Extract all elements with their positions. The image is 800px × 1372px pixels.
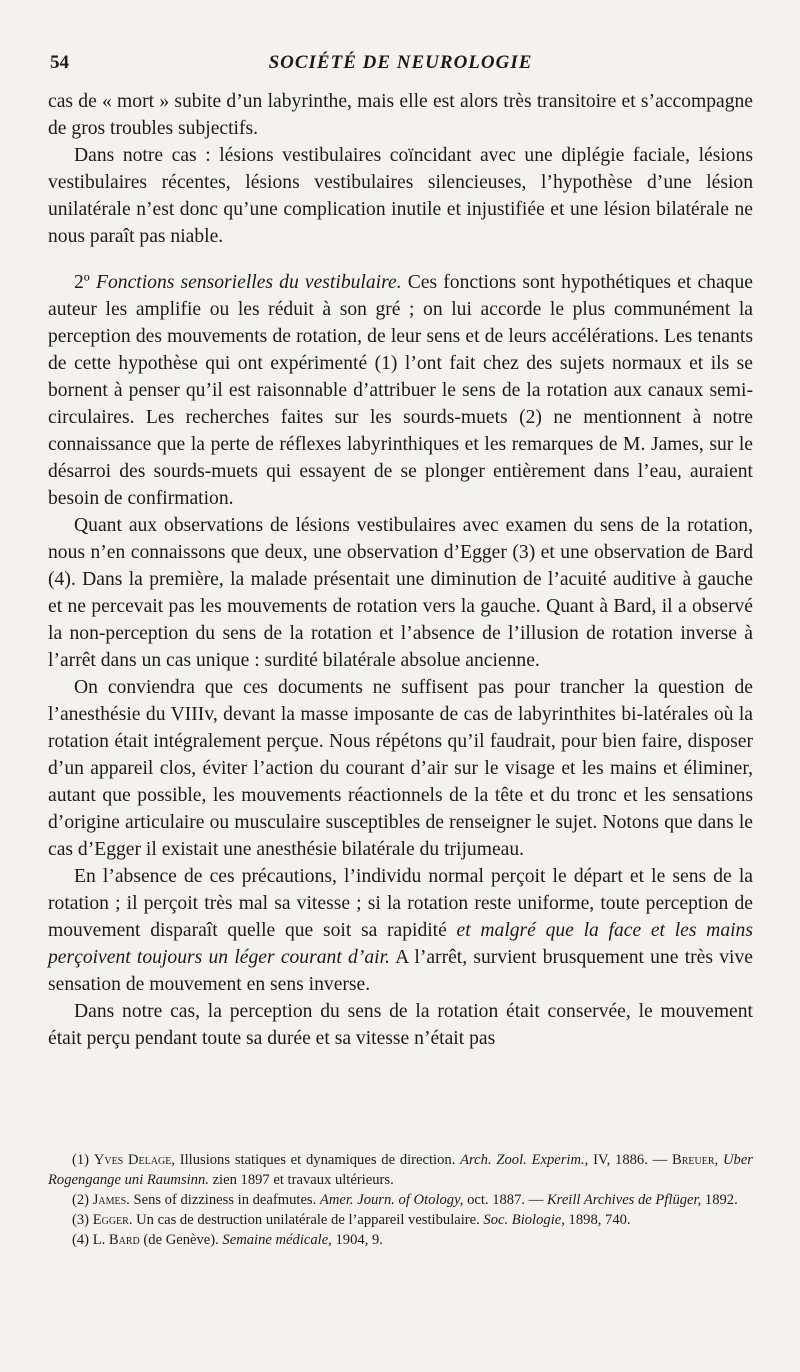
footnote-1-author: Yves Delage, <box>93 1152 175 1168</box>
footnotes <box>48 1150 753 1250</box>
running-title: SOCIÉTÉ DE NEUROLOGIE <box>268 52 533 73</box>
footnote-1-rest-2: zien 1897 et travaux ultérieurs. <box>212 1172 394 1188</box>
paragraph-2: Dans notre cas : lésions vestibulaires coïncidant avec une diplégie faciale, lésions vestibulaires récentes, lésions vestibulaires silencieuses, l’hypothèse d’une lésion unilatérale n’est donc qu’une complication inutile et injustifiée et une lésion bilatérale ne nous paraît pas niable. <box>48 145 753 247</box>
footnote-2-author: James. <box>92 1192 130 1208</box>
footnote-1-rest: IV, 1886. — <box>593 1152 668 1168</box>
footnote-4 <box>48 1230 753 1250</box>
footnote-2-journal-2: Kreill Archives de Pflüger, <box>546 1192 702 1208</box>
footnote-3-journal: Soc. Biologie, <box>483 1212 565 1228</box>
footnote-3 <box>48 1210 753 1230</box>
footnote-1-title-2: Uber Rogengange uni Raumsinn. <box>48 1152 753 1188</box>
footnote-1-text: Illusions statiques et dynamiques de direction. <box>179 1152 456 1168</box>
paragraph-6-start: En l’absence de ces précautions, l’individu normal perçoit le départ et le sens de la rotation ; il perçoit très mal sa vitesse ; si la rotation reste uniforme, toute perception de mouvement disparaît quelle que soit sa rapidité <box>48 866 753 941</box>
paragraph-6-end: A l’arrêt, survient brusquement une très vive sensation de mouvement en sens inverse. <box>48 947 753 995</box>
footnote-4-rest: 1904, 9. <box>335 1232 383 1248</box>
footnote-1-author-2: Breuer, <box>672 1152 719 1168</box>
page-header <box>48 50 753 80</box>
footnote-1-journal: Arch. Zool. Experim., <box>460 1152 589 1168</box>
footnote-3-text: Un cas de destruction unilatérale de l’appareil vestibulaire. <box>136 1212 480 1228</box>
footnote-2-text: Sens of dizziness in deafmutes. <box>133 1192 317 1208</box>
section-title: Fonctions sensorielles du vestibulaire. <box>96 272 402 293</box>
footnote-4-author: L. Bard <box>92 1232 140 1248</box>
footnote-2-mark: (2) <box>72 1192 90 1208</box>
footnote-4-mark: (4) <box>72 1232 90 1248</box>
paragraph-5: On conviendra que ces documents ne suffisent pas pour trancher la question de l’anesthésie du VIIIv, devant la masse imposante de cas de labyrinthites bi-latérales où la rotation était intégralement perçue. Nous répétons qu’il faudrait, pour bien faire, disposer d’un appareil clos, éviter l’action du courant d’air sur le visage et les mains et éliminer, autant que possible, les mouvements réactionnels de la tête et du tronc et les sensations d’origine articulaire ou musculaire susceptibles de renseigner le sujet. Notons que dans le cas d’Egger il existait une anesthésie bilatérale du trijumeau. <box>48 677 753 860</box>
footnote-3-rest: 1898, 740. <box>568 1212 631 1228</box>
footnote-4-journal: Semaine médicale, <box>222 1232 332 1248</box>
footnote-2-journal: Amer. Journ. of Otology, <box>319 1192 464 1208</box>
footnote-4-text: (de Genève). <box>143 1232 219 1248</box>
paragraph-section-2 <box>48 269 753 512</box>
paragraph-7: Dans notre cas, la perception du sens de la rotation était conservée, le mouvement était perçu pendant toute sa durée et sa vitesse n’était pas <box>48 1001 753 1049</box>
footnote-3-mark: (3) <box>72 1212 90 1228</box>
paragraph-6-italic: et malgré que la face et les mains perçoivent toujours un léger courant d’air. <box>48 920 753 968</box>
footnote-1-mark: (1) <box>72 1152 90 1168</box>
footnote-1 <box>48 1150 753 1190</box>
section-text: Ces fonctions sont hypothétiques et chaque auteur les amplifie ou les réduit à son gré ; on lui accorde le plus communément la perception des mouvements de rotation, de leur sens et de leurs accélérations. Les tenants de cette hypothèse qui ont expérimenté (1) l’ont fait chez des sujets normaux et ils se bornent à penser qu’il est raisonnable d’attribuer le sens de la rotation aux canaux semi-circulaires. Les recherches faites sur les sourds-muets (2) ne mentionnent à notre connaissance que la perte de réflexes labyrinthiques et les remarques de M. James, sur le désarroi des sourds-muets qui essayent de se plonger entièrement dans l’eau, auraient besoin de confirmation. <box>48 272 753 509</box>
footnote-2-rest-2: 1892. <box>704 1192 738 1208</box>
footnote-2 <box>48 1190 753 1210</box>
paragraph-6 <box>48 863 753 998</box>
paragraph-1: cas de « mort » subite d’un labyrinthe, mais elle est alors très transitoire et s’accompagne de gros troubles subjectifs. <box>48 91 753 139</box>
body-text <box>48 88 753 1052</box>
section-number: 2º <box>74 272 90 293</box>
footnote-3-author: Egger. <box>92 1212 133 1228</box>
footnote-2-rest: oct. 1887. — <box>467 1192 544 1208</box>
paragraph-4: Quant aux observations de lésions vestibulaires avec examen du sens de la rotation, nous n’en connaissons que deux, une observation d’Egger (3) et une observation de Bard (4). Dans la première, la malade présentait une diminution de l’acuité auditive à gauche et ne percevait pas les mouvements de rotation vers la gauche. Quant à Bard, il a observé la non-perception du sens de la rotation et l’absence de l’illusion de rotation inverse à l’arrêt dans un cas unique : surdité bilatérale absolue ancienne. <box>48 515 753 671</box>
page-number: 54 <box>50 52 69 73</box>
